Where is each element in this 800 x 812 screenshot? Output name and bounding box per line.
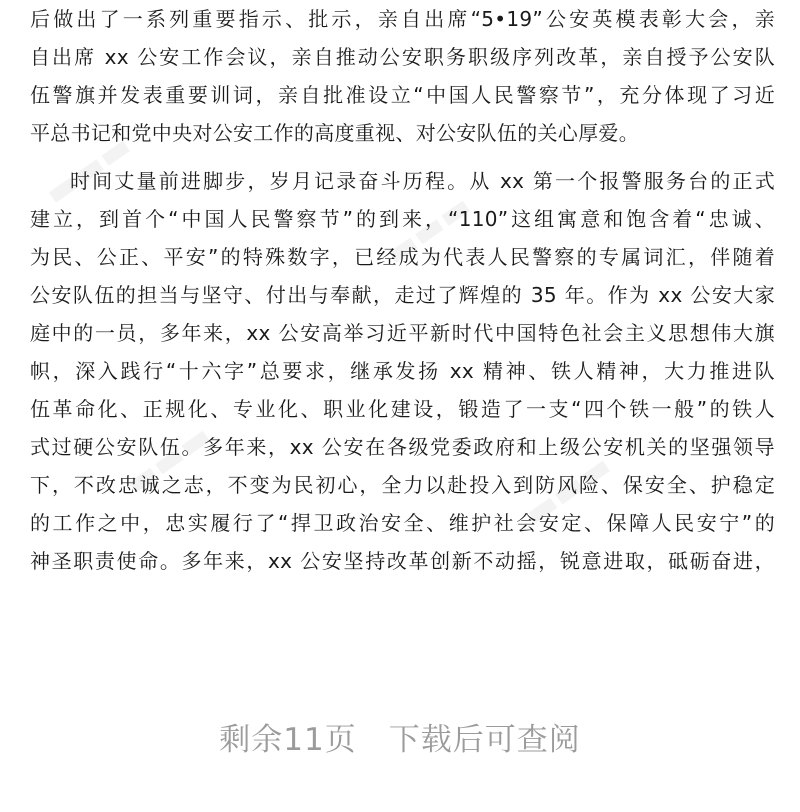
paragraph-1: [30, 0, 775, 152]
text-line: 后做出了一系列重要指示、批示，亲自出席“5•19”公安英模表彰大会，亲: [30, 7, 775, 31]
download-to-view-label: 下载后可查阅: [388, 722, 581, 758]
text-line: 自出席 xx 公安工作会议，亲自推动公安职务职级序列改革，亲自授予公安队: [30, 45, 775, 69]
text-line: 建立，到首个“中国人民警察节”的到来，“110”这组寓意和饱含着“忠诚、: [30, 207, 775, 231]
text-line: 庭中的一员，多年来，xx 公安高举习近平新时代中国特色社会主义思想伟大旗: [30, 321, 775, 345]
text-line: 式过硬公安队伍。多年来，xx 公安在各级党委政府和上级公安机关的坚强领导: [30, 435, 775, 459]
download-prompt-banner[interactable]: [0, 714, 800, 759]
text-line: 平总书记和党中央对公安工作的高度重视、对公安队伍的关心厚爱。: [30, 121, 639, 145]
text-line: 下，不改忠诚之志，不变为民初心，全力以赴投入到防风险、保安全、护稳定: [30, 473, 775, 497]
document-body: [30, 0, 775, 580]
text-line: 的工作之中，忠实履行了“捍卫政治安全、维护社会安定、保障人民安宁”的: [30, 511, 775, 535]
text-line: 神圣职责使命。多年来，xx 公安坚持改革创新不动摇，锐意进取，砥砺奋进，: [30, 549, 775, 573]
text-line: 伍警旗并发表重要训词，亲自批准设立“中国人民警察节”，充分体现了习近: [30, 83, 775, 107]
paragraph-2: [30, 162, 775, 580]
remaining-pages-label: 剩余11页: [219, 722, 357, 758]
text-line: 时间丈量前进脚步，岁月记录奋斗历程。从 xx 第一个报警服务台的正式: [70, 169, 775, 193]
text-line: 伍革命化、正规化、专业化、职业化建设，锻造了一支“四个铁一般”的铁人: [30, 397, 775, 421]
text-line: 为民、公正、平安”的特殊数字，已经成为代表人民警察的专属词汇，伴随着: [30, 245, 775, 269]
text-line: 帜，深入践行“十六字”总要求，继承发扬 xx 精神、铁人精神，大力推进队: [30, 359, 775, 383]
text-line: 公安队伍的担当与坚守、付出与奉献，走过了辉煌的 35 年。作为 xx 公安大家: [30, 283, 775, 307]
